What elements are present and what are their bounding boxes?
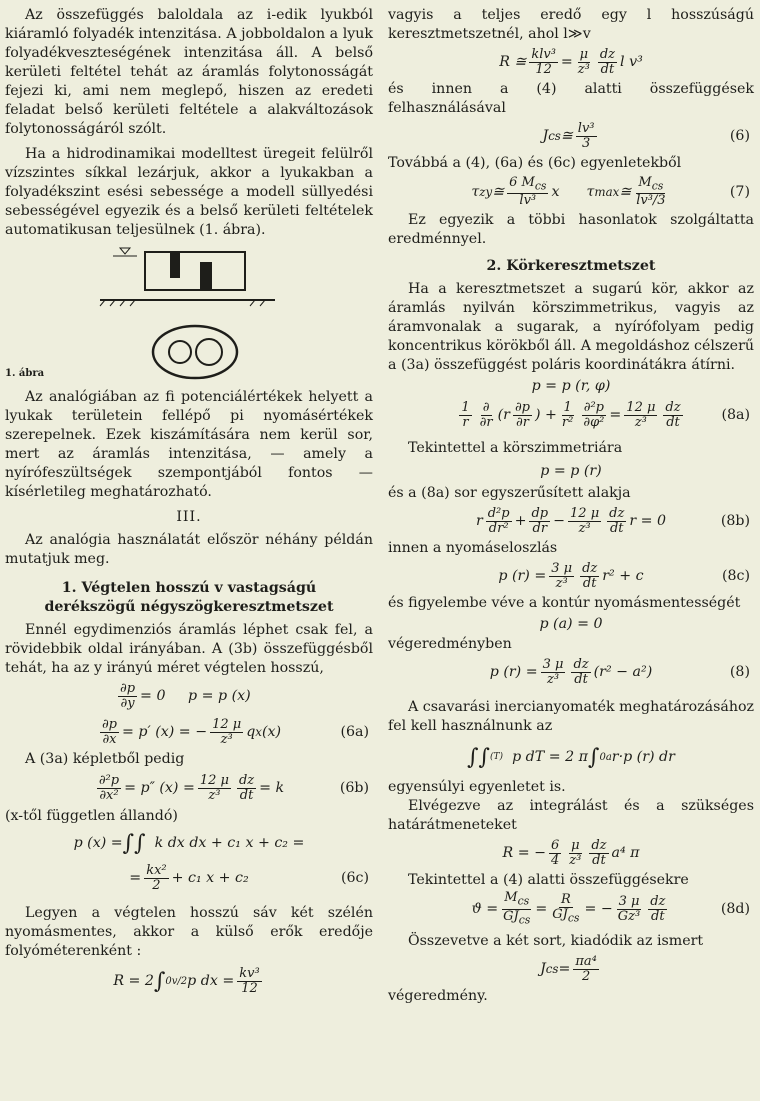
equation-6b: $\frac{\text{∂²p}}{\text{∂x²}}$ = p″ (x) = $\frac{12 \mu}{\text{z³}}$ $\frac{dz}{dt}$ = k (6b) — [98, 772, 369, 803]
paragraph: egyensúlyi egyenletet is. — [388, 779, 566, 795]
model-diagram — [5, 240, 373, 380]
equation-number: (6b) — [339, 779, 369, 796]
paragraph: Tekintettel a körszimmetriára — [408, 440, 623, 456]
equation-6c: = $\frac{\text{kx²}}{2}$ + c₁ x + c₂ (6c) — [129, 862, 369, 893]
paragraph: A (3a) képletből pedig — [25, 751, 185, 767]
paragraph: Ennél egydimenziós áramlás léphet csak fel, a rövidebbik oldal irányában. A (3b) összefüggésből tehát, ha az y irányú méret végtelen hosszú, — [5, 622, 373, 676]
right-column — [388, 6, 754, 1006]
paragraph: Tekintettel a (4) alatti összefüggésekre — [408, 872, 689, 888]
equation: $\frac{\partial p}{\partial y}$ = 0 p = p (x) — [120, 680, 251, 711]
equation-8d: ϑ = $\frac{M_{cs}}{GJ_{cs}}$ = $\frac{R}{GJ_{cs}}$ = − $\frac{3 \mu}{\text{Gz³}}$ $\frac{dz}{dt}$ (8d) — [471, 889, 750, 927]
equation-number: (8b) — [720, 512, 750, 529]
paragraph: Ha a hidrodinamikai modelltest üregeit felülről vízszintes síkkal lezárjuk, akkor a lyukakban a folyadékszint esési sebessége a modell süllyedési sebességével egyezik és a belső kerületi feltételek automatikusan teljesülnek (1. ábra). — [5, 146, 373, 238]
paragraph: Továbbá a (4), (6a) és (6c) egyenletekből — [388, 155, 682, 171]
equation-number: (6) — [729, 127, 750, 144]
equation: R = − $\frac{6}{4}$ $\frac{\mu}{\text{z³}}$ $\frac{dz}{dt}$ a⁴ π — [502, 837, 640, 868]
paragraph: Az analógia használatát először néhány példán mutatjuk meg. — [5, 532, 373, 567]
equation-number: (8) — [729, 663, 750, 680]
heading: 2. Körkeresztmetszet — [486, 258, 656, 274]
equation: p (x) = ∫∫ k dx dx + c₁ x + c₂ = — [73, 830, 305, 856]
equation: p (a) = 0 — [539, 615, 603, 632]
equation: J cs = $\frac{\text{πa⁴}}{2}$ — [540, 953, 597, 984]
equation-number: (6c) — [340, 869, 369, 886]
paragraph: Összevetve a két sort, kiadódik az ismert — [408, 933, 704, 949]
equation-8: p (r) = $\frac{3 \mu}{\text{z³}}$ $\frac{dz}{dt}$ (r² − a²) (8) — [489, 656, 750, 687]
equation-number: (8c) — [721, 567, 750, 584]
paragraph: és figyelembe véve a kontúr nyomásmentességét — [388, 595, 741, 611]
paragraph: innen a nyomáseloszlás — [388, 540, 558, 556]
equation: R = 2 ∫ 0 v/2 p dx = $\frac{\text{kv³}}{12}$ — [113, 965, 260, 996]
paragraph: A csavarási inercianyomaték meghatározásához fel kell használnunk az — [388, 699, 754, 734]
equation: R ≅ $\frac{\text{klv³}}{12}$ = $\frac{\mu}{\text{z³}}$ $\frac{dz}{dt}$ l v³ — [499, 46, 643, 77]
equation-8b: r $\frac{\text{d²p}}{\text{dr²}}$ + $\frac{dp}{dr}$ − $\frac{12 \mu}{\text{z³}}$ $\frac{dz}{dt}$ r = 0 (8b) — [475, 505, 750, 536]
paragraph: Ha a keresztmetszet a sugarú kör, akkor az áramlás nyilván körszimmetrikus, vagyis az áramvonalak a sugarak, a nyírófolyam pedig koncentrikus körökből áll. A megoldáshoz célszerű a (3a) összefüggést poláris koordinátákra átírni. — [388, 281, 754, 373]
equation-8a: $\frac{1}{r}$ $\frac{\partial}{\partial r}$ (r $\frac{\partial p}{\partial r}$ ) + $\frac{1}{\text{r²}}$ $\frac{\text{∂²p}}{\text{∂φ²}}$ = $\frac{12 \mu}{\text{z³}}$ $\frac{dz}{dt}$ (8a) — [461, 399, 750, 430]
section-number: III. — [176, 509, 202, 525]
paragraph: (x-től független állandó) — [5, 808, 178, 824]
equation-number: (7) — [729, 183, 750, 200]
equation-number: (6a) — [340, 723, 369, 740]
equation: p = p (r) — [540, 462, 602, 479]
equation-6: J cs ≅ $\frac{\text{lv³}}{3}$ (6) — [542, 120, 750, 151]
paragraph: és innen a (4) alatti összefüggések felhasználásával — [388, 81, 754, 116]
equation-number: (8a) — [721, 406, 750, 423]
paragraph: és a (8a) sor egyszerűsített alakja — [388, 485, 631, 501]
equation-8c: p (r) = $\frac{3 \mu}{\text{z³}}$ $\frac{dz}{dt}$ r² + c (8c) — [498, 560, 750, 591]
equation-7: τ zy ≅ $\frac{6 M_{cs}}{\text{lv³}}$ x τ max ≅ $\frac{M_{cs}}{\text{lv³/3}}$ (7) — [471, 174, 750, 209]
figure-1 — [5, 240, 373, 380]
equation-number: (8d) — [720, 900, 750, 917]
paragraph: vagyis a teljes eredő egy l hosszúságú keresztmetszetnél, ahol l≫v — [388, 7, 754, 42]
figure-caption: 1. ábra — [5, 368, 45, 379]
equation: ∫∫ (T) p dT = 2 π ∫ 0 a r·p (r) dr — [467, 744, 675, 770]
paragraph: végeredmény. — [388, 988, 488, 1004]
paragraph: Az összefüggés baloldala az i-edik lyukból kiáramló folyadék intenzitása. A jobboldalon a lyuk folyadékveszteségének intenzitása áll. A belső kerületi feltétel tehát az áramlás folytonosságát fejezi ki, ami nem meglepő, hiszen az eredeti feladat belső kerületi feltétele a alakváltozások folytonosságáról szólt. — [5, 7, 373, 137]
heading: derékszögű négyszögkeresztmetszet — [44, 599, 334, 615]
left-column — [5, 6, 373, 1001]
equation: p = p (r, φ) — [531, 377, 611, 394]
paragraph: Legyen a végtelen hosszú sáv két szélén nyomásmentes, akkor a külső erők eredője folyóméterenként : — [5, 905, 373, 959]
paragraph: Az analógiában az fi potenciálértékek helyett a lyukak területein fellépő pi nyomásértékek szerepelnek. Ezek kiszámítására nem kerül sor, mert az áramlás intenzitása, — amely a nyírófeszültségek szempontjából fontos — kísérletileg meghatározható. — [5, 389, 373, 500]
heading: 1. Végtelen hosszú v vastagságú — [61, 580, 317, 596]
equation-6a: $\frac{\partial p}{\partial x}$ = p′ (x) = − $\frac{12 \mu}{\text{z³}}$ q x (x) (6a) — [101, 716, 369, 747]
paragraph: Elvégezve az integrálást és a szükséges határátmeneteket — [388, 798, 754, 833]
paragraph: Ez egyezik a többi hasonlatok szolgáltatta eredménnyel. — [388, 212, 754, 247]
paragraph: végeredményben — [388, 636, 512, 652]
